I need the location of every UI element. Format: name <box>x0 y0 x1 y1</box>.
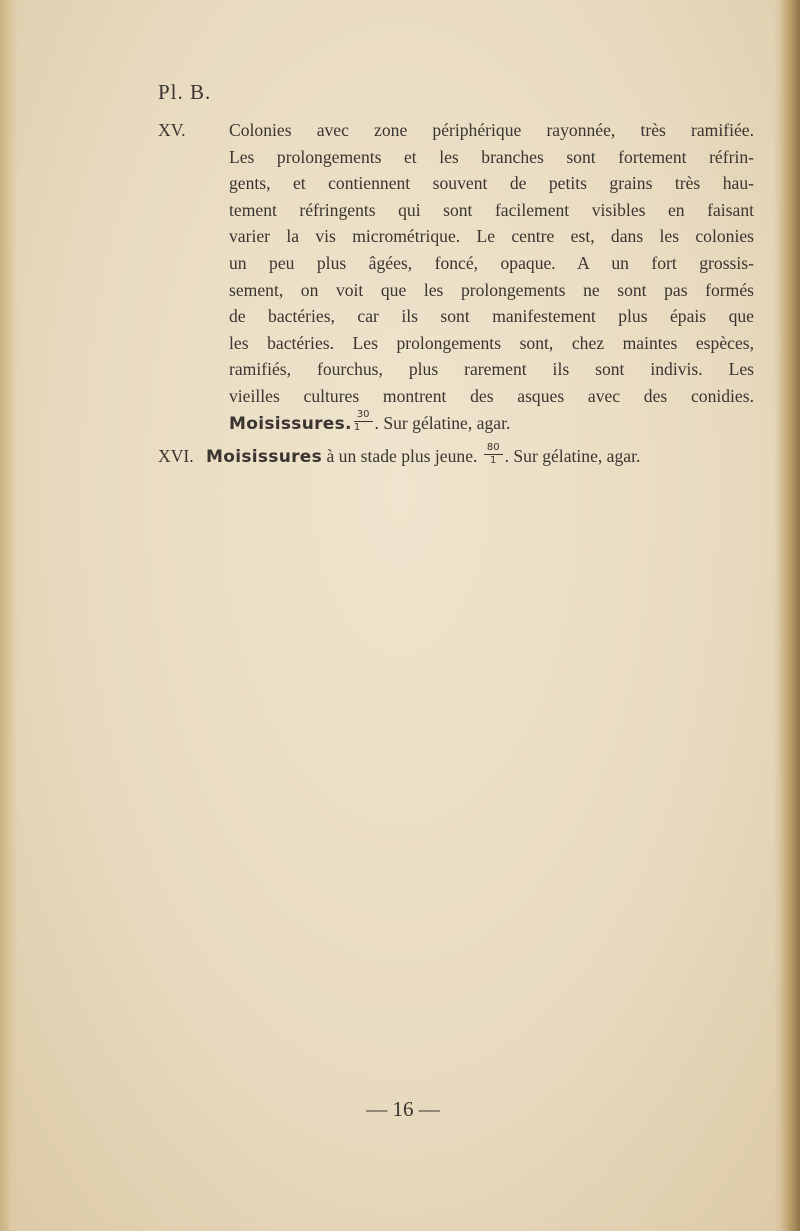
entry-description <box>206 443 754 471</box>
culture-media: . Sur gélatine, agar. <box>504 446 641 466</box>
fraction-numerator: 80 <box>484 443 503 455</box>
text-line: Les prolongements et les branches sont fortement réfrin- <box>229 146 754 167</box>
fraction-denominator: 1 <box>490 455 497 467</box>
entry-xv <box>158 117 754 437</box>
plate-label: Pl. B. <box>158 80 212 104</box>
entry-numeral: XVI. <box>158 446 194 466</box>
bold-term: Moisissures. <box>229 413 352 434</box>
text-line: Colonies avec zone périphérique rayonnée, très ramifiée. <box>229 120 754 140</box>
text-line: les bactéries. Les prolongements sont, chez maintes espèces, <box>229 332 754 353</box>
magnification-fraction <box>354 410 373 433</box>
entry-description <box>229 117 754 437</box>
entry-numeral: XV. <box>158 120 186 140</box>
text-line: gents, et contiennent souvent de petits grains très hau- <box>229 173 754 194</box>
text-line: vieilles cultures montrent des asques avec des conidies. <box>229 385 754 406</box>
bold-term: Moisissures <box>206 447 323 467</box>
fraction-denominator: 1 <box>353 421 361 433</box>
text-line: varier la vis micrométrique. Le centre est, dans les colonies <box>229 226 754 247</box>
culture-media: . Sur gélatine, agar. <box>374 412 511 433</box>
text-line: un peu plus âgées, foncé, opaque. A un fort grossis- <box>229 252 754 273</box>
magnification-fraction <box>484 443 503 466</box>
fraction-numerator: 30 <box>354 410 373 422</box>
magnification-line <box>229 410 754 438</box>
text-line: tement réfringents qui sont facilement visibles en faisant <box>229 199 754 220</box>
page-left-edge <box>0 0 18 1231</box>
text-fragment: à un stade plus jeune. <box>322 446 482 466</box>
text-line: sement, on voit que les prolongements ne sont pas formés <box>229 279 754 300</box>
text-line: ramifiés, fourchus, plus rarement ils sont indivis. Les <box>229 359 754 380</box>
entry-xvi <box>158 443 754 471</box>
page-number: — 16 — <box>366 1097 440 1121</box>
page-right-edge <box>774 0 800 1231</box>
text-line: de bactéries, car ils sont manifestement plus épais que <box>229 306 754 327</box>
